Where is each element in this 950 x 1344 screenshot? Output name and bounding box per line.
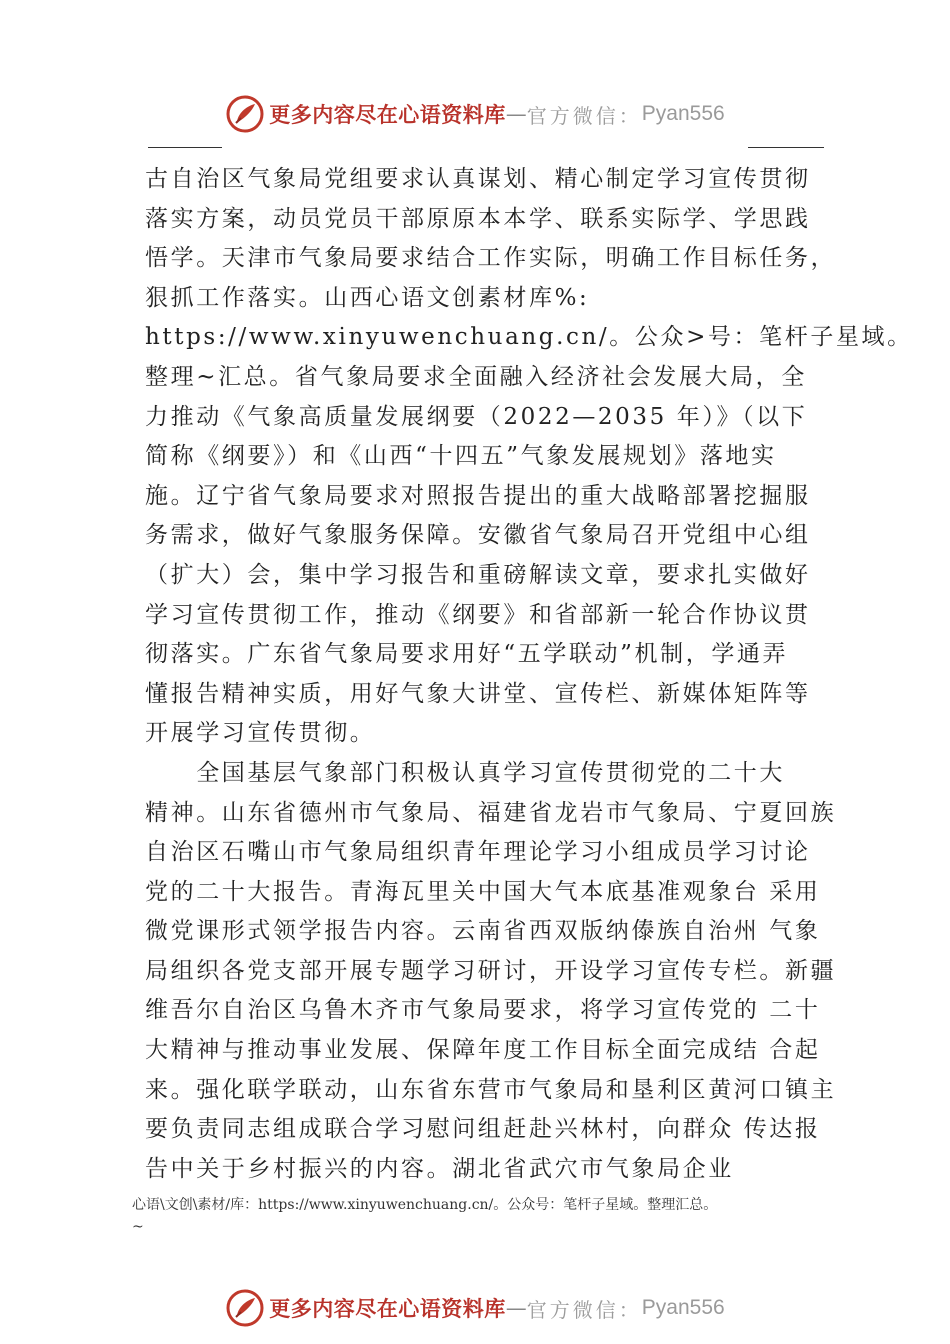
text-line: 彻落实。广东省气象局要求用好“五学联动”机制，学通弄 <box>145 641 789 668</box>
text-line: 自治区石嘴山市气象局组织青年理论学习小组成员学习讨论 <box>145 839 811 866</box>
footer-note-line: 心语\文创\素材/库：https://www.xinyuwenchuang.cn/。公众号：笔杆子星域。整理汇总。 <box>132 1197 718 1213</box>
bottom-banner <box>0 1286 950 1330</box>
text-line: 务需求，做好气象服务保障。安徽省气象局召开党组中心组 <box>145 522 811 549</box>
text-line: 施。辽宁省气象局要求对照报告提出的重大战略部署挖掘服 <box>145 482 811 509</box>
banner-dash: — <box>505 102 527 126</box>
banner-title: 更多内容尽在心语资料库 <box>269 1297 506 1321</box>
body-text <box>145 160 913 1189</box>
text-line: 告中关于乡村振兴的内容。湖北省武穴市气象局企业 <box>145 1155 734 1182</box>
text-line: （扩大）会，集中学习报告和重磅解读文章，要求扎实做好 <box>145 561 811 588</box>
text-line: 力推动《气象高质量发展纲要（2022—2035 年）》（以下 <box>145 403 808 430</box>
text-line: 要负责同志组成联合学习慰问组赶赴兴林村，向群众 传达报 <box>145 1116 821 1143</box>
text-line: 局组织各党支部开展专题学习研讨，开设学习宣传专栏。新疆 <box>145 957 837 984</box>
pen-logo-icon <box>225 94 265 134</box>
banner-dash: — <box>505 1296 527 1320</box>
text-line: 党的二十大报告。青海瓦里关中国大气本底基准观象台 采用 <box>145 878 821 905</box>
text-line: 悟学。天津市气象局要求结合工作实际，明确工作目标任务， <box>145 245 837 272</box>
banner-wechat-id: Pyan556 <box>641 1296 725 1319</box>
text-line: 懂报告精神实质，用好气象大讲堂、宣传栏、新媒体矩阵等 <box>145 680 811 707</box>
banner-title: 更多内容尽在心语资料库 <box>269 103 506 127</box>
text-line: 简称《纲要》）和《山西“十四五”气象发展规划》落地实 <box>145 443 777 470</box>
header-rule-left <box>148 147 222 148</box>
text-line: 开展学习宣传贯彻。 <box>145 720 376 747</box>
footer-note <box>132 1194 852 1238</box>
banner-wechat-id: Pyan556 <box>641 102 725 125</box>
footer-note-line: ~ <box>132 1219 144 1235</box>
text-line: 来。强化联学联动，山东省东营市气象局和垦利区黄河口镇主 <box>145 1076 837 1103</box>
text-line: 狠抓工作落实。山西心语文创素材库%: <box>145 284 590 311</box>
text-line: 学习宣传贯彻工作，推动《纲要》和省部新一轮合作协议贯 <box>145 601 811 628</box>
pen-logo-icon <box>225 1288 265 1328</box>
text-line: 古自治区气象局党组要求认真谋划、精心制定学习宣传贯彻 <box>145 166 811 192</box>
banner-wechat-label: 官方微信： <box>526 103 642 128</box>
text-line: 整理~汇总。省气象局要求全面融入经济社会发展大局，全 <box>145 363 807 390</box>
text-line: 微党课形式领学报告内容。云南省西双版纳傣族自治州 气象 <box>145 918 821 945</box>
top-banner <box>0 92 950 136</box>
text-line: 落实方案，动员党员干部原原本本学、联系实际学、学思践 <box>145 205 811 232</box>
text-line: 精神。山东省德州市气象局、福建省龙岩市气象局、宁夏回族 <box>145 799 837 826</box>
text-line: https://www.xinyuwenchuang.cn/。公众>号：笔杆子星域。 <box>145 324 913 351</box>
text-line: 维吾尔自治区乌鲁木齐市气象局要求，将学习宣传党的 二十 <box>145 997 821 1024</box>
text-line: 全国基层气象部门积极认真学习宣传贯彻党的二十大 <box>145 759 785 786</box>
text-line: 大精神与推动事业发展、保障年度工作目标全面完成结 合起 <box>145 1037 821 1064</box>
banner-wechat-label: 官方微信： <box>526 1297 642 1322</box>
header-rule-right <box>748 147 824 148</box>
